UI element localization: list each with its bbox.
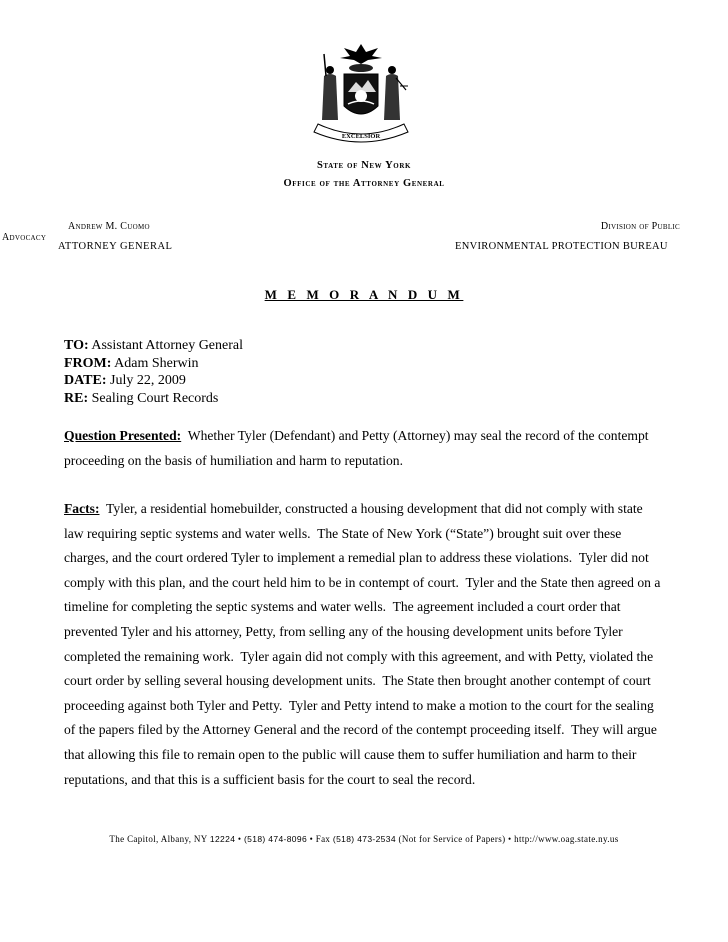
facts-section [64,497,664,792]
division-name: Division of Public [600,221,680,232]
official-name: Andrew M. Cuomo [68,221,150,232]
re-label: RE: [64,390,89,406]
state-seal [304,40,418,150]
date-value: July 22, 2009 [106,373,186,388]
to-value: Assistant Attorney General [88,338,244,353]
state-name: State of New York [316,160,412,171]
memo-to [64,337,243,355]
memo-title-text: M E M O R A N D U M [264,287,464,302]
memo-from [64,355,243,373]
memo-title [0,287,728,303]
date-label: DATE: [64,373,107,388]
facts-label: Facts: [64,501,100,516]
page-footer [0,834,728,844]
seal-motto: EXCELSIOR [341,133,381,140]
question-label: Question Presented: [64,428,182,443]
from-label: FROM: [64,355,112,371]
facts-text: Tyler, a residential homebuilder, constructed a housing development that did not comply with state law requiring septic systems and water wells. The State of New York (“State”) brought suit over these charges, and the court ordered Tyler to implement a remedial plan to address these violations. Tyler did not comply with this plan, and the court held him to be in contempt of court. Tyler and the State then agreed on a timeline for completing the septic systems and water wells. The agreement included a court order that prevented Tyler and his attorney, Petty, from selling any of the housing development units before Tyler completed the remaining work. Tyler again did not comply with this agreement, and with Petty, violated the court order by selling several housing development units. The State then brought another contempt of court proceeding against both Tyler and Petty. Tyler and Petty intend to make a motion to the court for the sealing of the papers filed by the Attorney General and the record of the contempt proceeding itself. They will argue that allowing this file to remain open to the public will cause them to suffer humiliation and harm to their reputations, and that this is a sufficient basis for the court to seal the record. [64,501,664,787]
footer-url: http://www.oag.state.ny.us [514,834,619,844]
bureau-name: ENVIRONMENTAL PROTECTION BUREAU [455,241,668,252]
memo-date [64,372,243,390]
footer-note: (Not for Service of Papers) • [395,834,515,844]
footer-address: The Capitol, Albany, NY [109,834,210,844]
footer-sep-1: • [235,834,244,844]
memo-re [64,390,243,408]
footer-sep-2: • Fax [307,834,333,844]
letterhead-state [0,157,728,193]
new-york-seal-icon [304,40,418,150]
footer-fax: (518) 473-2534 [332,834,396,844]
question-presented [64,424,664,473]
official-title: ATTORNEY GENERAL [58,241,173,252]
office-name: Office of the Attorney General [283,178,445,189]
division-name-continued: Advocacy [2,232,47,243]
to-label: TO: [64,338,89,353]
re-value: Sealing Court Records [88,390,219,406]
footer-zip: 12224 [209,834,236,844]
from-value: Adam Sherwin [111,355,199,371]
memo-header [64,337,243,407]
footer-phone: (518) 474-8096 [244,834,308,844]
question-text: Whether Tyler (Defendant) and Petty (Attorney) may seal the record of the contempt proceeding on the basis of humiliation and harm to reputation. [64,428,652,468]
